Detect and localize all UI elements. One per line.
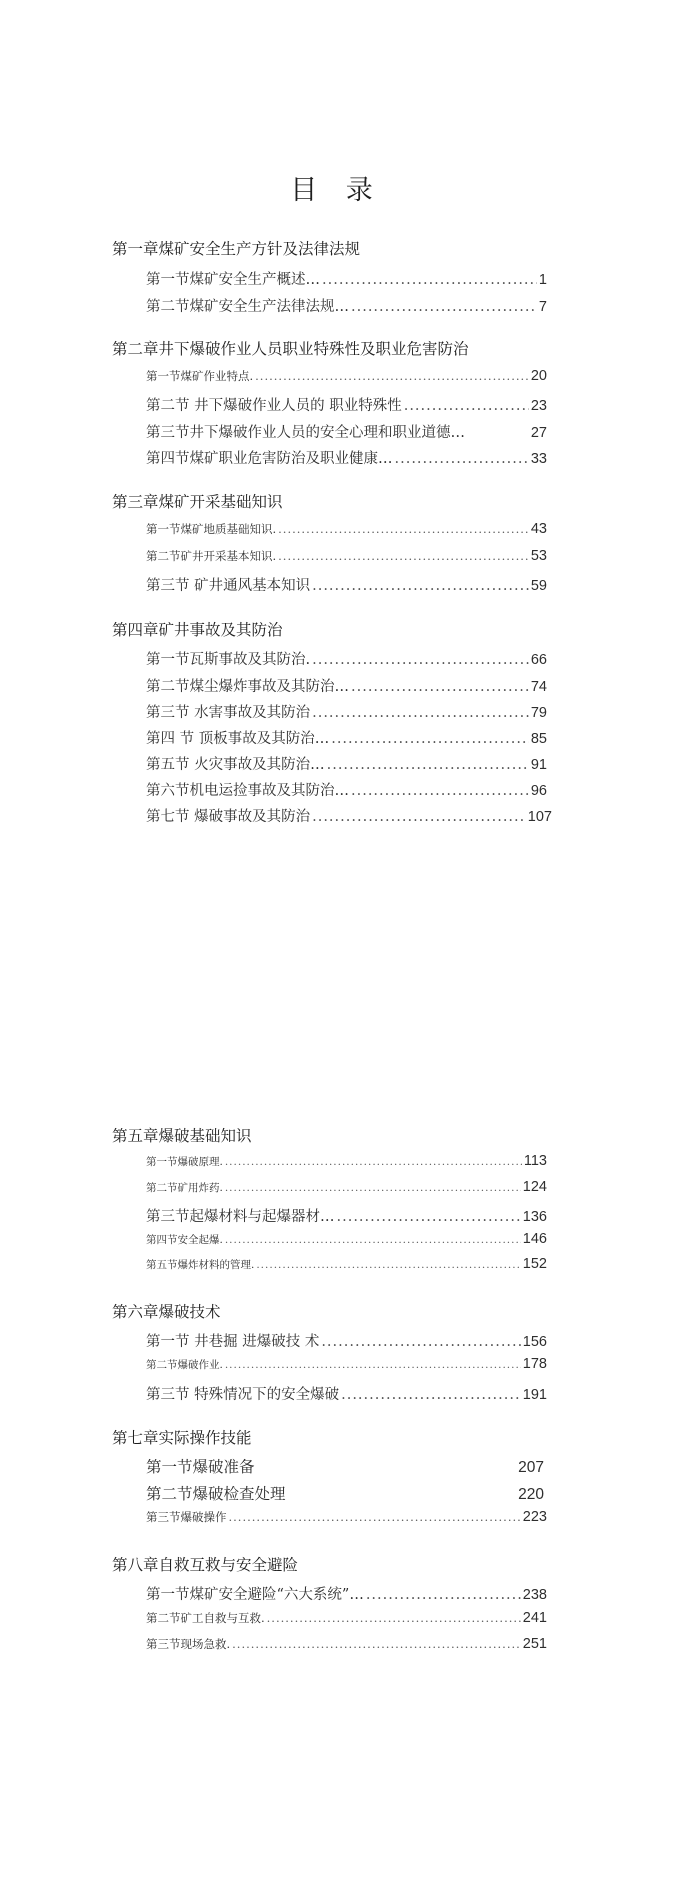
leader-dots [395, 451, 529, 467]
toc-entry[interactable] [146, 1179, 547, 1195]
section-label: 第五节爆炸材料的管理. [146, 1259, 255, 1271]
leader-dots [321, 1334, 520, 1350]
section-label: 第二节矿井开采基本知识. [146, 549, 277, 563]
page-number: 79 [530, 705, 547, 721]
leader-dots [322, 272, 537, 288]
section-label: 第一节煤矿安全生产概述… [146, 272, 320, 288]
page-number: 91 [530, 757, 547, 773]
leader-dots [278, 522, 529, 536]
page-number: 74 [530, 679, 547, 695]
section-label: 第一节 井巷掘 进爆破技 术 [146, 1334, 320, 1350]
section-label: 第一节爆破原理. [146, 1156, 223, 1168]
section-label: 第三节井下爆破作业人员的安全心理和职业道德… [146, 425, 465, 441]
page-number: 113 [523, 1153, 547, 1169]
toc-entry[interactable] [146, 1482, 547, 1504]
toc-entry[interactable] [146, 1153, 547, 1169]
section-label: 第一节瓦斯事故及其防治. [146, 652, 311, 668]
section-label: 第四 节 顶板事故及其防治… [146, 731, 330, 747]
leader-dots [232, 1637, 521, 1651]
toc-entry[interactable] [146, 574, 547, 595]
section-label: 第六节机电运捡事故及其防治… [146, 783, 349, 799]
chapter-title: 第八章自救互救与安全避险 [112, 1556, 299, 1574]
leader-dots [267, 1611, 521, 1625]
page-number: 96 [530, 783, 547, 799]
page-number: 66 [530, 652, 547, 668]
page-number: 27 [530, 425, 547, 441]
toc-entry[interactable] [146, 1383, 547, 1404]
section-label: 第五节 火灾事故及其防治… [146, 757, 325, 773]
section-label: 第二节煤尘爆炸事故及其防治… [146, 679, 349, 695]
section-label: 第一节煤矿安全避险“六大系统”… [146, 1587, 364, 1603]
toc-entry[interactable] [146, 805, 552, 826]
leader-dots [312, 705, 529, 721]
toc-entry[interactable] [146, 1205, 547, 1226]
leader-dots [341, 1387, 521, 1403]
leader-dots [312, 578, 529, 594]
toc-entry[interactable] [146, 1330, 547, 1351]
page-number: 33 [530, 451, 547, 467]
page-number: 59 [530, 578, 547, 594]
section-label: 第二节矿用炸药. [146, 1182, 223, 1194]
section-label: 第二节矿工自救与互救. [146, 1611, 265, 1625]
section-label: 第二节 井下爆破作业人员的 职业特殊性 [146, 398, 402, 414]
page-number: 107 [527, 809, 552, 825]
section-label: 第一节爆破准备 [146, 1458, 255, 1476]
chapter-title: 第三章煤矿开采基础知识 [112, 493, 283, 511]
toc-entry[interactable] [146, 1256, 547, 1272]
leader-dots [404, 398, 529, 414]
leader-dots [225, 1182, 521, 1194]
section-label: 第三节现场急救. [146, 1637, 231, 1651]
chapter-title: 第五章爆破基础知识 [112, 1127, 252, 1145]
section-label: 第一节煤矿作业特点. [146, 369, 254, 383]
leader-dots [225, 1359, 521, 1371]
page-number: 238 [522, 1587, 547, 1603]
toc-entry[interactable] [146, 727, 547, 748]
toc-entry[interactable] [146, 394, 547, 415]
section-label: 第三节 矿井通风基本知识 [146, 578, 311, 594]
leader-dots [351, 299, 537, 315]
chapter-title: 第一章煤矿安全生产方针及法律法规 [112, 240, 361, 258]
page-number: 43 [530, 521, 547, 537]
toc-entry[interactable] [146, 1455, 547, 1477]
leader-dots [225, 1234, 521, 1246]
page-number: 220 [518, 1486, 544, 1503]
page-number: 152 [522, 1256, 547, 1272]
page-number: 191 [522, 1387, 547, 1403]
section-label: 第三节 水害事故及其防治 [146, 705, 311, 721]
toc-entry[interactable] [146, 701, 547, 722]
leader-dots [278, 549, 529, 563]
section-label: 第四节安全起爆. [146, 1234, 223, 1246]
section-label: 第一节煤矿地质基础知识. [146, 522, 277, 536]
leader-dots [312, 652, 529, 668]
toc-entry[interactable] [146, 1509, 547, 1525]
toc-entry[interactable] [146, 1356, 547, 1372]
chapter-title: 第七章实际操作技能 [112, 1429, 252, 1447]
page-number: 124 [522, 1179, 547, 1195]
toc-entry[interactable] [146, 447, 547, 468]
leader-dots [366, 1587, 521, 1603]
page-number: 178 [522, 1356, 547, 1372]
leader-dots [331, 731, 529, 747]
toc-entry[interactable] [146, 1636, 547, 1652]
section-label: 第七节 爆破事故及其防治 [146, 809, 311, 825]
toc-entry[interactable] [146, 521, 547, 537]
leader-dots [255, 369, 529, 383]
toc-entry[interactable] [146, 648, 547, 669]
section-label: 第三节 特殊情况下的安全爆破 [146, 1387, 340, 1403]
page-number: 241 [522, 1610, 547, 1626]
toc-entry[interactable] [146, 268, 547, 289]
toc-entry[interactable] [146, 1610, 547, 1626]
page-number: 207 [518, 1459, 544, 1476]
page-number: 20 [530, 368, 547, 384]
page-number: 7 [538, 299, 547, 315]
page-number: 156 [522, 1334, 547, 1350]
leader-dots [327, 757, 529, 773]
leader-dots [256, 1259, 520, 1271]
section-label: 第二节爆破作业. [146, 1359, 223, 1371]
leader-dots [225, 1156, 522, 1168]
leader-dots [312, 809, 526, 825]
toc-entry[interactable] [146, 295, 547, 316]
section-label: 第四节煤矿职业危害防治及职业健康… [146, 451, 393, 467]
page-number: 53 [530, 548, 547, 564]
toc-entry[interactable] [146, 1231, 547, 1247]
page-number: 1 [538, 272, 547, 288]
page-number: 223 [522, 1509, 547, 1525]
toc-entry[interactable] [146, 1583, 547, 1604]
section-label: 第二节爆破检查处理 [146, 1485, 286, 1503]
page-title: 目 录 [290, 175, 383, 206]
section-label: 第三节爆破操作 [146, 1510, 227, 1524]
page-number: 23 [530, 398, 547, 414]
toc-entry[interactable] [146, 548, 547, 564]
toc-entry[interactable] [146, 421, 547, 442]
leader-dots [229, 1510, 521, 1524]
toc-entry[interactable] [146, 675, 547, 696]
page-number: 85 [530, 731, 547, 747]
leader-dots [351, 679, 529, 695]
leader-dots [351, 783, 529, 799]
section-label: 第三节起爆材料与起爆器材… [146, 1209, 335, 1225]
page-number: 251 [522, 1636, 547, 1652]
toc-entry[interactable] [146, 753, 547, 774]
chapter-title: 第二章井下爆破作业人员职业特殊性及职业危害防治 [112, 340, 469, 358]
chapter-title: 第四章矿井事故及其防治 [112, 621, 283, 639]
page-number: 136 [522, 1209, 547, 1225]
leader-dots [337, 1209, 521, 1225]
toc-entry[interactable] [146, 779, 547, 800]
chapter-title: 第六章爆破技术 [112, 1303, 221, 1321]
page-number: 146 [522, 1231, 547, 1247]
toc-entry[interactable] [146, 368, 547, 384]
section-label: 第二节煤矿安全生产法律法规… [146, 299, 349, 315]
